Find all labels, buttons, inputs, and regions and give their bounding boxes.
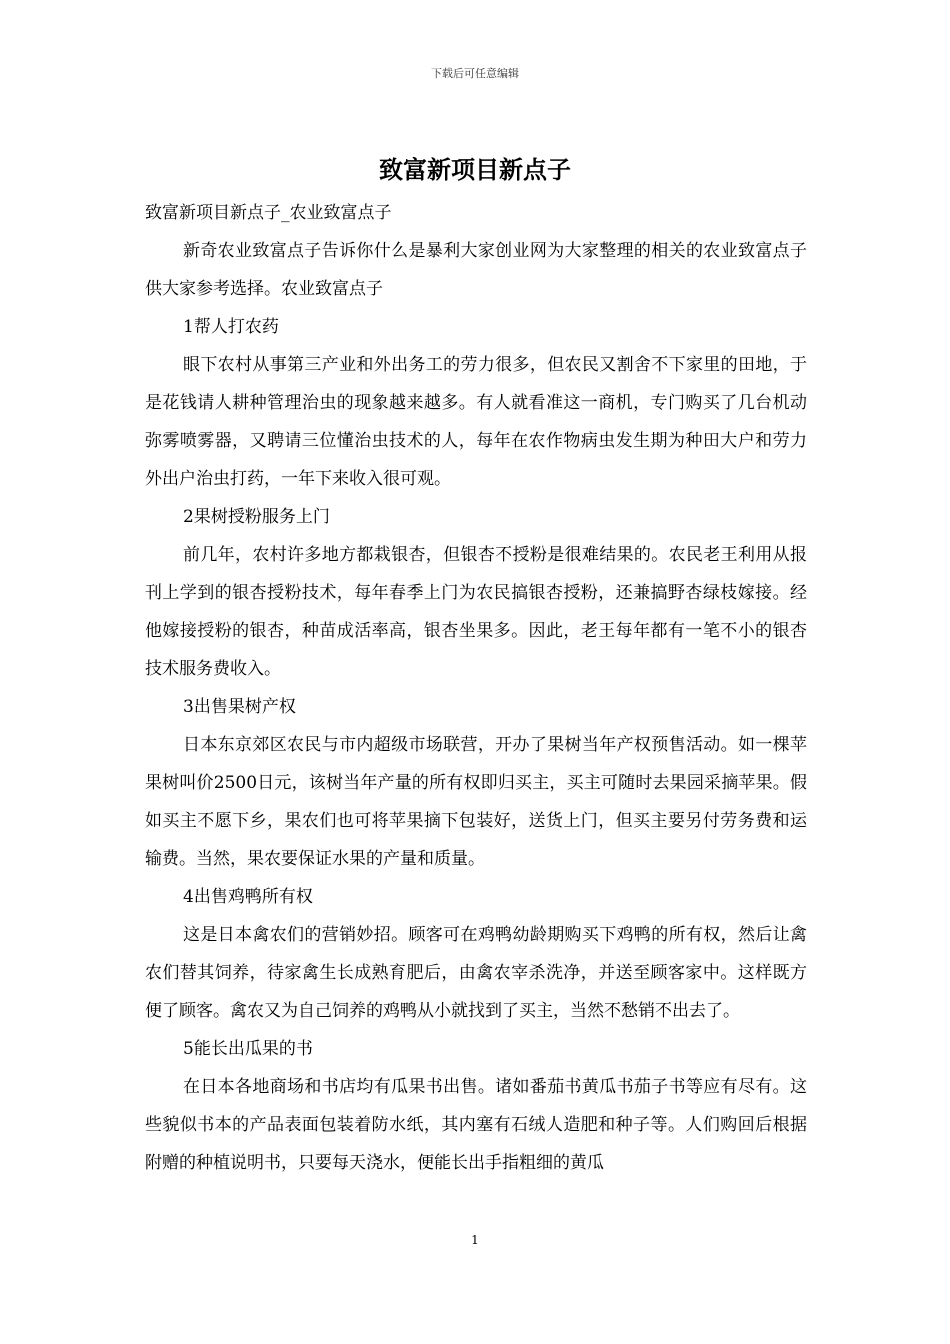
section-heading-1: 1帮人打农药: [183, 317, 279, 337]
section-paragraph-5: 在日本各地商场和书店均有瓜果书出售。诸如番茄书黄瓜书茄子书等应有尽有。这些貌似书本的产品表面包装着防水纸，其内塞有石绒人造肥和种子等。人们购回后根据附赠的种植说明书，只要每天浇水，便能长出手指粗细的黄瓜: [145, 1077, 807, 1173]
section-heading-4: 4出售鸡鸭所有权: [183, 887, 313, 907]
document-subtitle: 致富新项目新点子_农业致富点子: [145, 203, 392, 223]
section-heading-2: 2果树授粉服务上门: [183, 507, 330, 527]
section-paragraph-2: 前几年，农村许多地方都栽银杏，但银杏不授粉是很难结果的。农民老王利用从报刊上学到的银杏授粉技术，每年春季上门为农民搞银杏授粉，还兼搞野杏绿枝嫁接。经他嫁接授粉的银杏，种苗成活率高，银杏坐果多。因此，老王每年都有一笔不小的银杏技术服务费收入。: [145, 545, 807, 679]
section-heading-5: 5能长出瓜果的书: [183, 1039, 313, 1059]
section-paragraph-1: 眼下农村从事第三产业和外出务工的劳力很多，但农民又割舍不下家里的田地，于是花钱请人耕种管理治虫的现象越来越多。有人就看准这一商机，专门购买了几台机动弥雾喷雾器，又聘请三位懂治虫技术的人，每年在农作物病虫发生期为种田大户和劳力外出户治虫打药，一年下来收入很可观。: [145, 355, 807, 489]
intro-paragraph: 新奇农业致富点子告诉你什么是暴利大家创业网为大家整理的相关的农业致富点子供大家参考选择。农业致富点子: [145, 241, 807, 299]
header-note: 下载后可任意编辑: [431, 67, 519, 80]
document-title: 致富新项目新点子: [379, 156, 571, 184]
page-number: 1: [471, 1233, 479, 1247]
section-paragraph-3: 日本东京郊区农民与市内超级市场联营，开办了果树当年产权预售活动。如一棵苹果树叫价2500日元，该树当年产量的所有权即归买主，买主可随时去果园采摘苹果。假如买主不愿下乡，果农们也可将苹果摘下包装好，送货上门，但买主要另付劳务费和运输费。当然，果农要保证水果的产量和质量。: [145, 735, 807, 869]
document-body: [145, 194, 807, 1182]
section-paragraph-4: 这是日本禽农们的营销妙招。顾客可在鸡鸭幼龄期购买下鸡鸭的所有权，然后让禽农们替其饲养，待家禽生长成熟育肥后，由禽农宰杀洗净，并送至顾客家中。这样既方便了顾客。禽农又为自己饲养的鸡鸭从小就找到了买主，当然不愁销不出去了。: [145, 925, 807, 1021]
section-heading-3: 3出售果树产权: [183, 697, 296, 717]
